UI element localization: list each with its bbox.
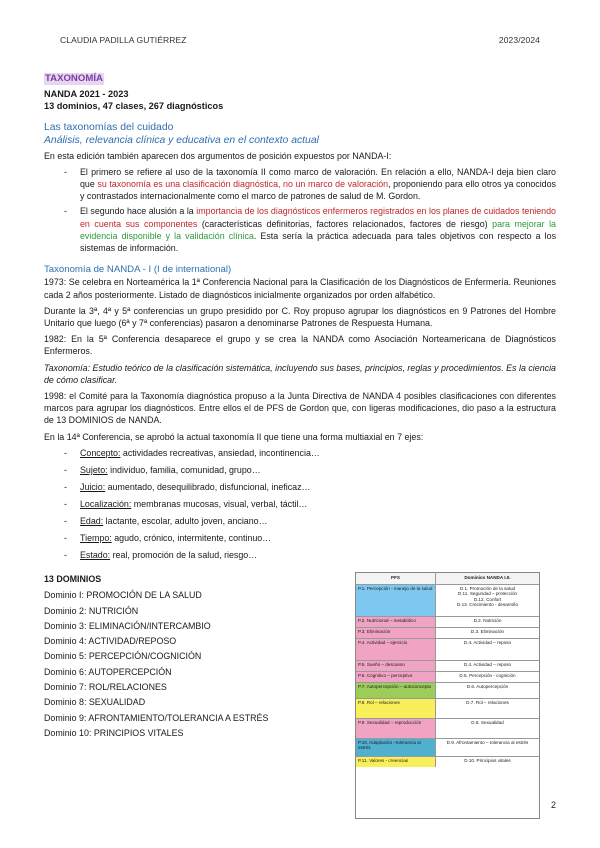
axis-item xyxy=(64,532,556,544)
nanda-edition: NANDA 2021 - 2023 xyxy=(44,89,129,100)
axis-value: real, promoción de la salud, riesgo… xyxy=(110,549,258,560)
table-cell-pfs: P.11. Valores - creencias xyxy=(356,757,436,767)
table-row xyxy=(356,718,539,738)
page-header xyxy=(60,35,540,49)
table-cell-pfs: P.8. Rol – relaciones xyxy=(356,699,436,718)
table-cell-pfs: P.7. Autopercepción – autoconcepto xyxy=(356,683,436,698)
table-cell-pfs: P.3. Eliminación xyxy=(356,628,436,638)
axes-list xyxy=(64,447,556,561)
page-title: TAXONOMÍA xyxy=(45,73,103,84)
argument-1-highlight: su taxonomía es una clasificación diagnóstica, no un marco de valoración xyxy=(97,179,389,190)
axis-item xyxy=(64,498,556,510)
axis-value: agudo, crónico, intermitente, continuo… xyxy=(111,532,272,543)
domain-item: Dominio 8: SEXUALIDAD xyxy=(44,697,146,708)
axis-value: aumentado, desequilibrado, disfuncional, ineficaz… xyxy=(105,481,311,492)
position-arguments-list xyxy=(64,166,556,254)
argument-1 xyxy=(64,166,556,203)
axis-value: individuo, familia, comunidad, grupo… xyxy=(107,464,261,475)
paragraph-1998: 1998: el Comité para la Taxonomía diagnóstica propuso a la Junta Directiva de NANDA 4 posibles clasificaciones con diferentes marcos para agrupar los diagnósticos. Entre ellos el de PFS de Gordon que, con ligeras modificaciones, dio paso a la estructura de 13 DOMINIOS de NANDA. xyxy=(44,391,556,426)
paragraph-conferences: Durante la 3ª, 4ª y 5ª conferencias un grupo presidido por C. Roy propuso agrupar los diagnósticos en 9 Patrones del Hombre Unitario que luego (6ª y 7ª conferencias) pasaron a denominarse Patrones de Respuesta Humana. xyxy=(44,305,556,329)
nanda-counts: 13 dominios, 47 clases, 267 diagnósticos xyxy=(44,101,224,112)
table-header-domains: Dominios NANDA I.II. xyxy=(464,575,511,580)
table-cell-pfs: P.1. Percepción - manejo de la salud xyxy=(356,585,436,616)
table-cell-domain: D.1. Promoción de la salud D.11. Seguridad – protección D.12. Confort D.13. Crecimiento - desarrollo xyxy=(456,586,519,608)
axis-value: membranas mucosas, visual, verbal, táctil… xyxy=(131,498,308,509)
domain-item: Dominio 4: ACTIVIDAD/REPOSO xyxy=(44,636,177,647)
table-row xyxy=(356,756,539,767)
table-row xyxy=(356,584,539,616)
axis-key: Edad: xyxy=(80,515,104,526)
domains-title: 13 DOMINIOS xyxy=(44,574,102,585)
table-row xyxy=(356,616,539,627)
table-cell-domain: D.4. Actividad – reposo xyxy=(463,640,512,645)
table-cell-domain: D.9. Afrontamiento – tolerancia al estrés xyxy=(446,740,529,745)
table-cell-domain: D.4. Actividad – reposo xyxy=(463,662,512,667)
axis-key: Sujeto: xyxy=(80,464,108,475)
header-year: 2023/2024 xyxy=(498,35,540,45)
axis-item xyxy=(64,447,556,459)
axis-item xyxy=(64,549,556,561)
intro-paragraph: En esta edición también aparecen dos argumentos de posición expuestos por NANDA-I: xyxy=(44,150,392,161)
table-row xyxy=(356,671,539,682)
table-cell-pfs: P.4. Actividad – ejercicio xyxy=(356,639,436,660)
argument-2-text-c: . Esta sería la práctica adecuada para tales objetivos con respecto a los sistemas de información. xyxy=(80,230,557,254)
axis-value: lactante, escolar, adulto joven, anciano… xyxy=(103,515,268,526)
table-cell-pfs: P.5. Sueño – descanso xyxy=(356,661,436,671)
domain-item: Dominio 7: ROL/RELACIONES xyxy=(44,682,167,693)
table-row xyxy=(356,660,539,671)
table-cell-domain: D.8. Sexualidad xyxy=(471,720,504,725)
table-cell-pfs: P.10. Adaptación –tolerancia al estrés xyxy=(356,739,436,756)
table-row xyxy=(356,738,539,756)
table-row xyxy=(356,638,539,660)
subtitle-analysis: Análisis, relevancia clínica y educativa en el contexto actual xyxy=(44,134,319,146)
table-header-row xyxy=(356,573,539,584)
domain-item: Dominio 2: NUTRICIÓN xyxy=(44,605,139,616)
domain-item: Dominio 3: ELIMINACIÓN/INTERCAMBIO xyxy=(44,620,211,631)
argument-2-text-b: (características definitorias, factores relacionados, factores de riesgo) xyxy=(197,218,493,229)
argument-2-highlight-red: importancia de los diagnósticos enfermeros registrados en los planes de cuidados teniendo en cuenta sus componentes xyxy=(80,206,556,229)
axis-key: Estado: xyxy=(80,549,111,560)
page-number: 2 xyxy=(550,800,556,810)
axis-value: actividades recreativas, ansiedad, incontinencia… xyxy=(120,447,320,458)
axis-item xyxy=(64,515,556,527)
domain-item: Dominio 5: PERCEPCIÓN/COGNICIÓN xyxy=(44,651,202,662)
paragraph-taxonomy-definition: Taxonomía: Estudio teórico de la clasificación sistemática, incluyendo sus bases, principios, reglas y procedimientos. Es la ciencia de cómo clasificar. xyxy=(44,362,556,385)
table-header-pfs: PFS xyxy=(356,573,436,584)
table-row xyxy=(356,627,539,638)
axis-item xyxy=(64,464,556,476)
pfs-domains-table xyxy=(355,572,540,819)
header-author: CLAUDIA PADILLA GUTIÉRREZ xyxy=(60,35,187,45)
subtitle-taxonomies: Las taxonomías del cuidado xyxy=(44,121,174,133)
domain-item: Dominio 6: AUTOPERCEPCIÓN xyxy=(44,666,172,677)
table-cell-pfs: P.9. Sexualidad – reproducción xyxy=(356,719,436,738)
table-row xyxy=(356,698,539,718)
axis-item xyxy=(64,481,556,493)
argument-2-highlight-green: para mejorar la evidencia disponible y la validación clínica xyxy=(80,218,556,241)
table-cell-domain: D.6. Autopercepción xyxy=(466,684,509,689)
paragraph-14th-conference: En la 14ª Conferencia, se aprobó la actual taxonomía II que tiene una forma multiaxial en 7 ejes: xyxy=(44,431,424,442)
table-cell-domain: D.2. Nutrición xyxy=(473,618,502,623)
table-cell-domain: D.3. Eliminación xyxy=(470,629,505,634)
table-cell-domain: D.5. Percepción - cognición xyxy=(459,673,516,678)
axis-key: Juicio: xyxy=(80,481,106,492)
axis-key: Tiempo: xyxy=(80,532,112,543)
argument-1-text-b: , proponiendo para ello otros ya conocidos y contrastados internacionalmente como el marco de patrones de salud de M. Gordon. xyxy=(80,179,556,202)
argument-2 xyxy=(64,205,556,254)
table-row xyxy=(356,682,539,698)
section-title-nanda: Taxonomía de NANDA - I (I de international) xyxy=(44,264,232,276)
domain-item: Dominio 9: AFRONTAMIENTO/TOLERANCIA A ESTRÉS xyxy=(44,712,269,723)
table-cell-pfs: P.2. Nutricional – metabólico xyxy=(356,617,436,627)
paragraph-1973: 1973: Se celebra en Norteamérica la 1ª Conferencia Nacional para la Clasificación de los Diagnósticos de Enfermería. Reuniones cada 2 años posteriormente. Listado de diagnósticos inicialmente organizados por orden alfabético. xyxy=(44,277,556,300)
axis-key: Concepto: xyxy=(80,447,121,458)
argument-2-text-a: El segundo hace alusión a la xyxy=(80,206,197,217)
axis-key: Localización: xyxy=(80,498,132,509)
domain-item: Dominio I: PROMOCIÓN DE LA SALUD xyxy=(44,590,202,601)
domain-item: Dominio 10: PRINCIPIOS VITALES xyxy=(44,727,184,738)
table-cell-domain: D.7. Rol – relaciones xyxy=(466,700,509,705)
paragraph-1982: 1982: En la 5ª Conferencia desaparece el grupo y se crea la NANDA como Asociación Norteamericana de Diagnósticos Enfermeros. xyxy=(44,334,556,357)
table-cell-domain: D.10. Principios vitales xyxy=(464,758,511,763)
argument-1-text-a: El primero se refiere al uso de la taxonomía II como marco de valoración. En relación a ello, NANDA-I deja bien claro que xyxy=(80,166,556,190)
table-cell-pfs: P.6. Cognitivo – perceptivo xyxy=(356,672,436,682)
